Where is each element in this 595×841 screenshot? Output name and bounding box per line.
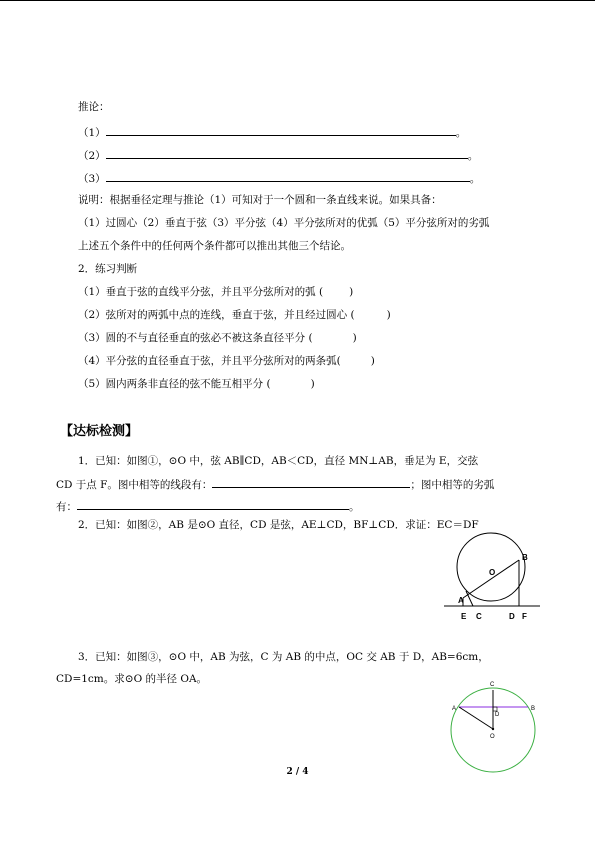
practice-item-4-close: ) xyxy=(370,355,375,367)
problem3-center-point xyxy=(492,728,494,730)
practice-heading: 2．练习判断 xyxy=(78,263,138,275)
inference-item-2-end: 。 xyxy=(467,150,479,162)
inference-item-2-blank[interactable] xyxy=(106,147,468,159)
problem3-label-a: A xyxy=(452,706,457,712)
problem3-line-1: 3．已知：如图③，⊙O 中，AB 为弦，C 为 AB 的中点，OC 交 AB 于 D，AB=6cm， xyxy=(78,651,489,663)
practice-item-5-close: ) xyxy=(310,378,315,390)
inference-heading: 推论： xyxy=(78,101,110,113)
problem3-label-c: C xyxy=(490,682,495,688)
problem3-right-angle-mark xyxy=(493,707,497,711)
problem3-figure xyxy=(445,675,545,775)
problem1-line-2-prefix: CD 于点 F。图中相等的线段有： xyxy=(56,479,213,491)
practice-item-4-text: （4）平分弦的直径垂直于弦，并且平分弦所对的两条弧( xyxy=(78,355,341,367)
inference-item-1 xyxy=(78,124,466,140)
problem1-equal-segments-blank[interactable] xyxy=(212,476,410,488)
problem2-label-o: O xyxy=(489,568,496,577)
problem1-line-2 xyxy=(56,476,494,492)
problem1-equal-arcs-blank[interactable] xyxy=(77,498,349,510)
practice-item-4 xyxy=(78,354,375,368)
practice-item-1-close: ) xyxy=(349,286,354,298)
practice-item-1-text: （1）垂直于弦的直线平分弦，并且平分弦所对的弧 ( xyxy=(78,286,324,298)
inference-item-3-blank[interactable] xyxy=(106,170,470,182)
practice-item-5 xyxy=(78,377,315,391)
inference-item-1-blank[interactable] xyxy=(106,124,456,136)
inference-item-1-number: （1） xyxy=(78,127,106,139)
explanation-line-3: 上述五个条件中的任何两个条件都可以推出其他三个结论。 xyxy=(78,240,351,252)
problem2-text: 2．已知：如图②，AB 是⊙O 直径，CD 是弦，AE⊥CD，BF⊥CD．求证：EC＝DF xyxy=(78,519,479,531)
problem1-line-1: 1．已知：如图①，⊙O 中，弦 AB∥CD，AB＜CD，直径 MN⊥AB，垂足为 E，交弦 xyxy=(78,455,479,467)
problem3-radius-oa xyxy=(459,707,493,729)
practice-item-2-close: ) xyxy=(386,309,391,321)
problem3-line-2: CD=1cm。求⊙O 的半径 OA。 xyxy=(56,673,208,685)
inference-item-2 xyxy=(78,147,478,163)
inference-item-1-end: 。 xyxy=(455,127,467,139)
explanation-line-2: （1）过圆心（2）垂直于弦（3）平分弦（4）平分弦所对的优弧（5）平分弦所对的劣弧 xyxy=(78,217,490,229)
inference-item-3-number: （3） xyxy=(78,173,106,185)
problem2-label-b: B xyxy=(522,553,528,562)
top-border-line xyxy=(0,0,595,1)
problem1-line-3-end: 。 xyxy=(349,501,360,513)
practice-item-2 xyxy=(78,308,391,322)
problem3-label-b: B xyxy=(531,706,536,712)
problem3-label-d: D xyxy=(495,712,500,718)
problem2-label-c: C xyxy=(476,612,482,621)
problem2-figure xyxy=(440,540,550,625)
problem2-circle xyxy=(457,533,525,601)
problem2-label-f: F xyxy=(522,612,527,621)
inference-item-3-end: 。 xyxy=(469,173,481,185)
problem2-diameter-ab xyxy=(463,560,519,598)
problem2-label-e: E xyxy=(461,612,467,621)
problem3-label-o: O xyxy=(490,734,495,740)
explanation-line-1: 说明：根据垂径定理与推论（1）可知对于一个圆和一条直线来说。如果具备： xyxy=(78,194,442,206)
practice-item-3-text: （3）圆的不与直径垂直的弦必不被这条直径平分 ( xyxy=(78,332,313,344)
practice-item-3 xyxy=(78,331,357,345)
problem2-label-a: A xyxy=(458,596,464,605)
inference-item-3 xyxy=(78,170,480,186)
practice-item-2-text: （2）弦所对的两弧中点的连线，垂直于弦，并且经过圆心 ( xyxy=(78,309,355,321)
page-number: 2 / 4 xyxy=(286,767,309,777)
problem1-line-3-prefix: 有： xyxy=(56,501,77,513)
practice-item-5-text: （5）圆内两条非直径的弦不能互相平分 ( xyxy=(78,378,271,390)
section-title: 【达标检测】 xyxy=(60,424,139,439)
practice-item-3-close: ) xyxy=(352,332,357,344)
practice-item-1 xyxy=(78,285,353,299)
problem2-label-d: D xyxy=(509,612,515,621)
problem1-line-3 xyxy=(56,498,360,514)
inference-item-2-number: （2） xyxy=(78,150,106,162)
problem1-line-2-suffix: ；图中相等的劣弧 xyxy=(410,479,495,491)
